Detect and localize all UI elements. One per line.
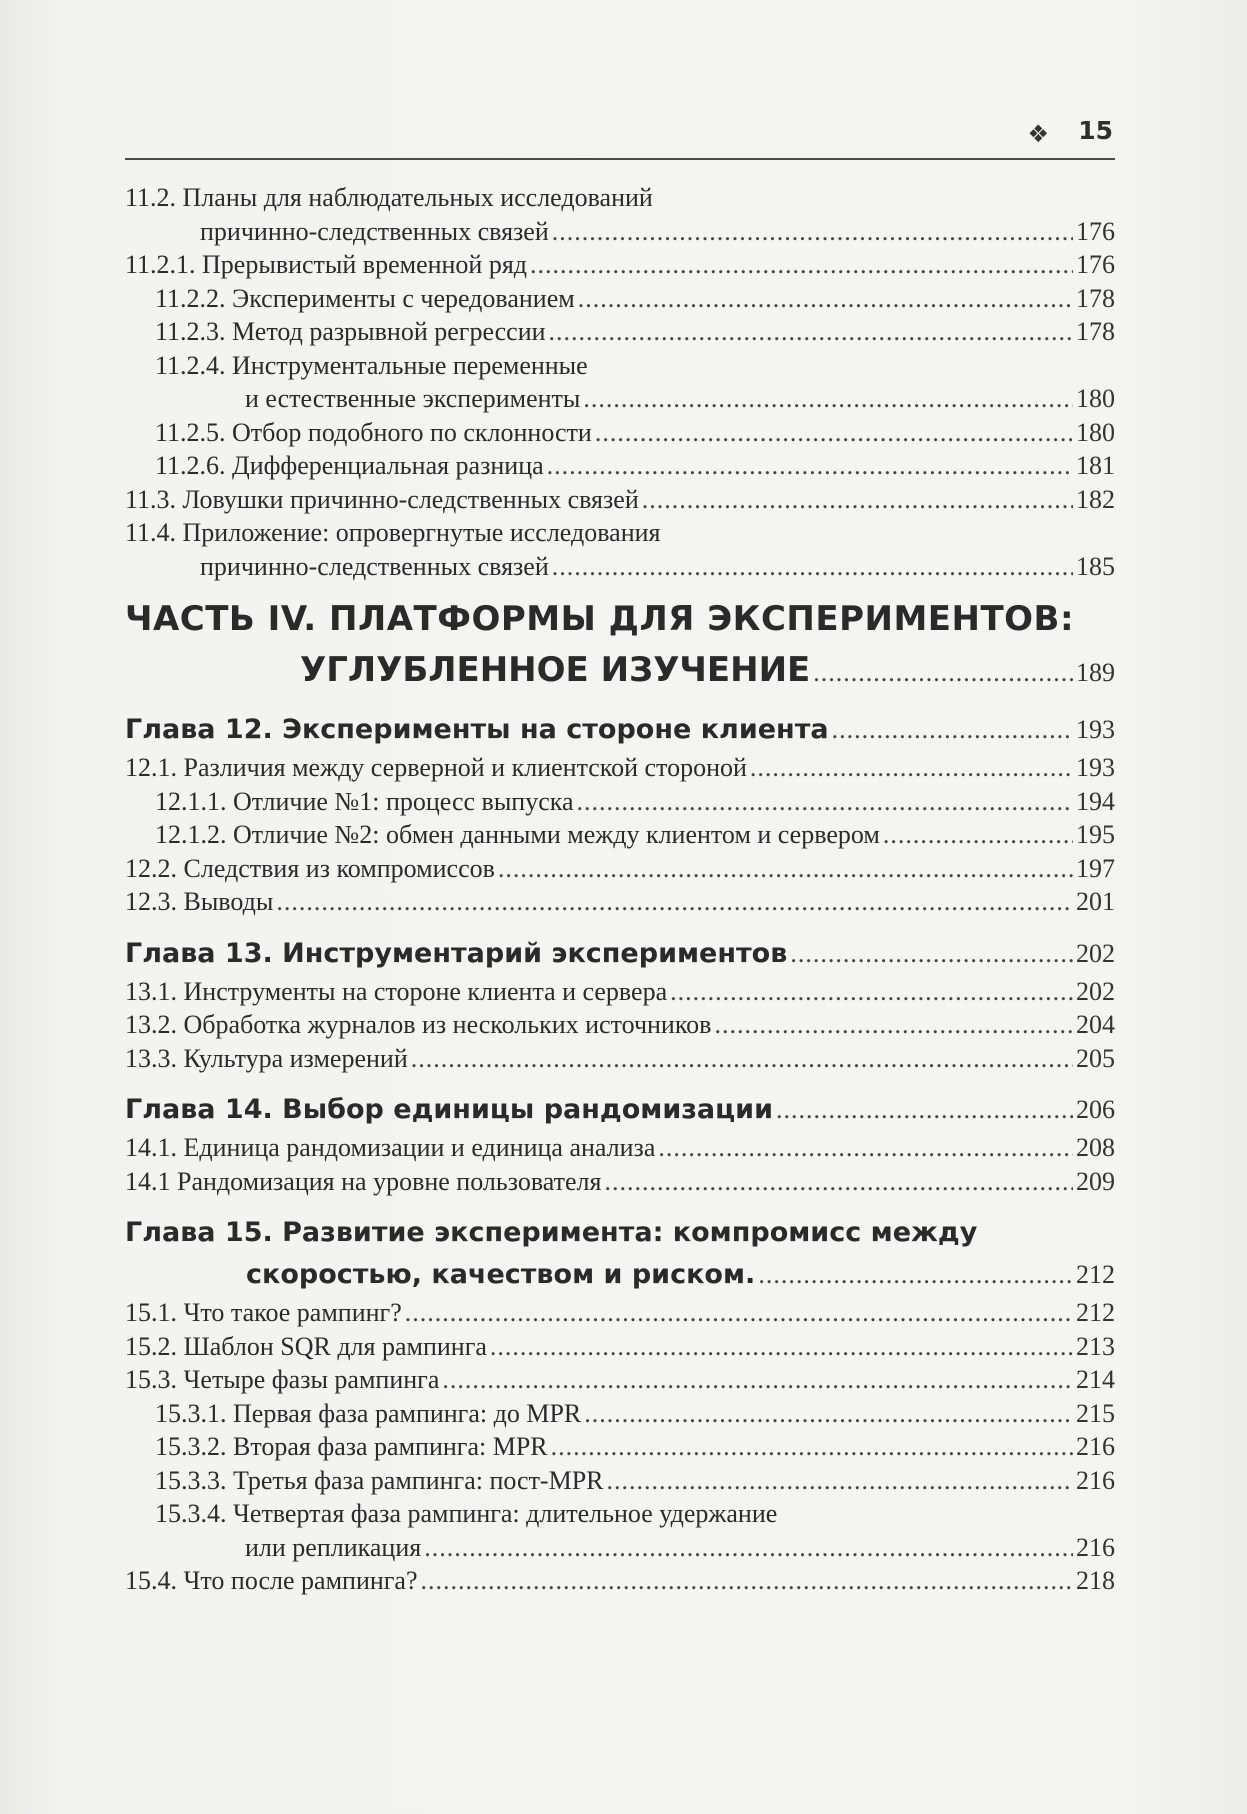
dot-leader: [530, 248, 1073, 282]
toc-entry-page: 185: [1076, 551, 1115, 581]
toc-entry-page: 205: [1076, 1043, 1115, 1073]
toc-entry-13-1: [125, 975, 1115, 1009]
toc-entry-11-2-2: [125, 282, 1115, 316]
chapter-page: 193: [1076, 715, 1115, 744]
part-heading: [125, 593, 1115, 695]
toc-entry-page: 204: [1076, 1010, 1115, 1039]
dot-leader: [405, 1296, 1073, 1330]
toc-entry-label: и естественные эксперименты: [245, 384, 581, 413]
toc-entry-label: 15.3.2. Вторая фаза рампинга: MPR: [155, 1432, 548, 1461]
toc-entry-label: или репликация: [245, 1532, 422, 1562]
toc-entry-page: 212: [1076, 1298, 1115, 1327]
toc-entry-label: 12.1.2. Отличие №2: обмен данными между клиентом и сервером: [155, 820, 880, 849]
dot-leader: [883, 818, 1073, 852]
toc-entry-11-2-5: [125, 416, 1115, 450]
toc-entry-11-2-line1: 11.2. Планы для наблюдательных исследований: [125, 183, 653, 212]
toc-entry-11-2: [125, 215, 1115, 249]
toc-entry-12-1: [125, 751, 1115, 785]
toc-entry-11-2-4-line1: 11.2.4. Инструментальные переменные: [155, 350, 588, 380]
toc-entry-label: 12.1. Различия между серверной и клиентской стороной: [125, 753, 747, 782]
toc-entry-14-1: [125, 1131, 1115, 1165]
chapter-title-label: скоростью, качеством и риском.: [246, 1259, 756, 1290]
chapter-title-label: Глава 12. Эксперименты на стороне клиента: [125, 714, 829, 745]
part-title-line1: ЧАСТЬ IV. ПЛАТФОРМЫ ДЛЯ ЭКСПЕРИМЕНТОВ:: [125, 599, 1075, 639]
toc-entry-page: 193: [1076, 753, 1115, 782]
toc-entry-12-1-2: [125, 818, 1115, 852]
chapter-page: 206: [1076, 1095, 1115, 1124]
toc-entry-11-4: [125, 550, 1115, 584]
toc-entry-page: 209: [1076, 1166, 1115, 1196]
toc-entry-page: 197: [1076, 853, 1115, 883]
toc-entry-15-3-3: [125, 1464, 1115, 1498]
toc-entry-12-2: [125, 852, 1115, 886]
toc-entry-page: 182: [1076, 484, 1115, 514]
toc-entry-label: 12.1.1. Отличие №1: процесс выпуска: [155, 786, 574, 816]
toc-entry-15-4: [125, 1564, 1115, 1598]
chapter-title: [125, 933, 1115, 975]
toc-entry-11-2-1: [125, 248, 1115, 282]
toc-entry-page: 178: [1076, 317, 1115, 346]
page-number: 15: [1078, 116, 1113, 145]
toc-entry-12-1-1: [125, 785, 1115, 819]
toc-entry-label: причинно-следственных связей: [200, 551, 549, 581]
toc-entry-label: 11.2.3. Метод разрывной регрессии: [155, 317, 546, 346]
toc-entry-label: 11.2.1. Прерывистый временной ряд: [125, 250, 528, 279]
toc-entry-page: 215: [1076, 1398, 1115, 1428]
toc-entry-label: 14.1. Единица рандомизации и единица анализа: [125, 1133, 656, 1162]
toc-entry-label: 15.1. Что такое рампинг?: [125, 1298, 402, 1327]
dot-leader: [498, 852, 1073, 886]
part-title-label: УГЛУБЛЕННОЕ ИЗУЧЕНИЕ: [300, 650, 811, 690]
dot-leader: [421, 1564, 1073, 1598]
chapter-12: [125, 709, 1115, 919]
toc-entry-page: 202: [1076, 976, 1115, 1006]
toc-entry-label: 11.2.5. Отбор подобного по склонности: [155, 417, 592, 447]
toc-entry-11-4-line1: 11.4. Приложение: опровергнутые исследования: [125, 518, 661, 547]
toc-entry-label: 15.4. Что после рампинга?: [125, 1566, 418, 1595]
toc-entry-15-3: [125, 1363, 1115, 1397]
chapter-13: [125, 933, 1115, 1076]
toc-entry-13-3: [125, 1042, 1115, 1076]
toc-entry-label: 12.2. Следствия из компромиссов: [125, 853, 495, 883]
dot-leader: [670, 975, 1073, 1009]
toc-entry-11-2-3: [125, 315, 1115, 349]
toc-entry-11-2-6: [125, 449, 1115, 483]
toc-entry-label: 12.3. Выводы: [125, 887, 274, 916]
toc-entry-page: 216: [1076, 1532, 1115, 1562]
toc-entry-13-2: [125, 1008, 1115, 1042]
toc-entry-page: 176: [1076, 216, 1115, 246]
part-page: 189: [1076, 658, 1115, 687]
dot-leader: [552, 215, 1073, 249]
toc-entry-page: 195: [1076, 820, 1115, 849]
dot-leader: [595, 416, 1073, 450]
toc-entry-label: 14.1 Рандомизация на уровне пользователя: [125, 1166, 602, 1196]
toc-entry-page: 208: [1076, 1133, 1115, 1162]
toc-entry-page: 216: [1076, 1432, 1115, 1461]
toc-entry-label: 11.2.2. Эксперименты с чередованием: [155, 283, 575, 313]
toc-entry-label: 15.2. Шаблон SQR для рампинга: [125, 1331, 487, 1361]
toc-entry-page: 180: [1076, 384, 1115, 413]
toc-entry-label: 13.1. Инструменты на стороне клиента и сервера: [125, 976, 668, 1006]
toc-entry-page: 213: [1076, 1331, 1115, 1361]
chapter-title: [125, 1089, 1115, 1131]
dot-leader: [750, 751, 1073, 785]
chapter-page: 202: [1076, 938, 1115, 968]
dot-leader: [607, 1464, 1073, 1498]
toc-entry-label: 13.2. Обработка журналов из нескольких источников: [125, 1010, 712, 1039]
toc-entry-page: 181: [1076, 451, 1115, 480]
toc-entry-15-3-2: [125, 1430, 1115, 1464]
dot-leader: [551, 1430, 1073, 1464]
dot-leader: [658, 1131, 1073, 1165]
chapter-title-line2: [125, 1254, 1115, 1296]
chapter-title-label: Глава 13. Инструментарий экспериментов: [125, 937, 788, 969]
dot-leader: [642, 483, 1073, 517]
chapter-15: [125, 1212, 1115, 1598]
toc-entry-15-1: [125, 1296, 1115, 1330]
dot-leader: [813, 648, 1073, 698]
part-title-line2: [125, 645, 1115, 695]
chapter-14: [125, 1089, 1115, 1198]
toc-entry-label: причинно-следственных связей: [200, 216, 549, 246]
dot-leader: [424, 1531, 1073, 1565]
dot-leader: [442, 1363, 1073, 1397]
dot-leader: [547, 449, 1073, 483]
toc-entry-page: 178: [1076, 283, 1115, 313]
toc-entry-11-3: [125, 483, 1115, 517]
chapter-title-line1: Глава 15. Развитие эксперимента: компромисс между: [125, 1217, 978, 1248]
toc-entry-page: 201: [1076, 887, 1115, 916]
toc-entry-15-3-4-line1: 15.3.4. Четвертая фаза рампинга: длительное удержание: [155, 1499, 778, 1528]
dot-leader: [411, 1042, 1073, 1076]
chapter-title-label: Глава 14. Выбор единицы рандомизации: [125, 1094, 773, 1125]
toc-entry-14-1b: [125, 1165, 1115, 1199]
toc-entry-page: 216: [1076, 1465, 1115, 1495]
toc-entry-label: 15.3. Четыре фазы рампинга: [125, 1365, 440, 1394]
dot-leader: [583, 382, 1073, 416]
toc-entry-12-3: [125, 885, 1115, 919]
ornament-icon: ❖: [1027, 120, 1049, 148]
dot-leader: [832, 709, 1073, 751]
dot-leader: [577, 785, 1073, 819]
dot-leader: [714, 1008, 1073, 1042]
toc-entry-label: 11.3. Ловушки причинно-следственных связей: [125, 484, 639, 514]
toc-entry-page: 194: [1076, 786, 1115, 816]
toc-entry-page: 176: [1076, 250, 1115, 279]
dot-leader: [604, 1165, 1073, 1199]
toc-entry-label: 15.3.3. Третья фаза рампинга: пост-MPR: [155, 1465, 604, 1495]
toc-entry-page: 218: [1076, 1566, 1115, 1595]
dot-leader: [552, 550, 1073, 584]
toc-entry-label: 15.3.1. Первая фаза рампинга: до MPR: [155, 1398, 582, 1428]
dot-leader: [790, 933, 1073, 975]
toc-entry-label: 11.2.6. Дифференциальная разница: [155, 451, 544, 480]
chapter-title: [125, 709, 1115, 751]
table-of-contents: [125, 181, 1115, 1598]
dot-leader: [584, 1397, 1073, 1431]
toc-entry-page: 214: [1076, 1365, 1115, 1394]
dot-leader: [758, 1254, 1073, 1296]
toc-entry-15-3-4: [125, 1531, 1115, 1565]
running-header: [125, 114, 1115, 160]
chapter-page: 212: [1076, 1260, 1115, 1289]
dot-leader: [490, 1330, 1073, 1364]
dot-leader: [578, 282, 1073, 316]
dot-leader: [776, 1089, 1073, 1131]
toc-entry-15-3-1: [125, 1397, 1115, 1431]
dot-leader: [549, 315, 1073, 349]
toc-entry-11-2-4: [125, 382, 1115, 416]
toc-entry-15-2: [125, 1330, 1115, 1364]
toc-entry-page: 180: [1076, 417, 1115, 447]
toc-entry-label: 13.3. Культура измерений: [125, 1043, 408, 1073]
dot-leader: [276, 885, 1073, 919]
